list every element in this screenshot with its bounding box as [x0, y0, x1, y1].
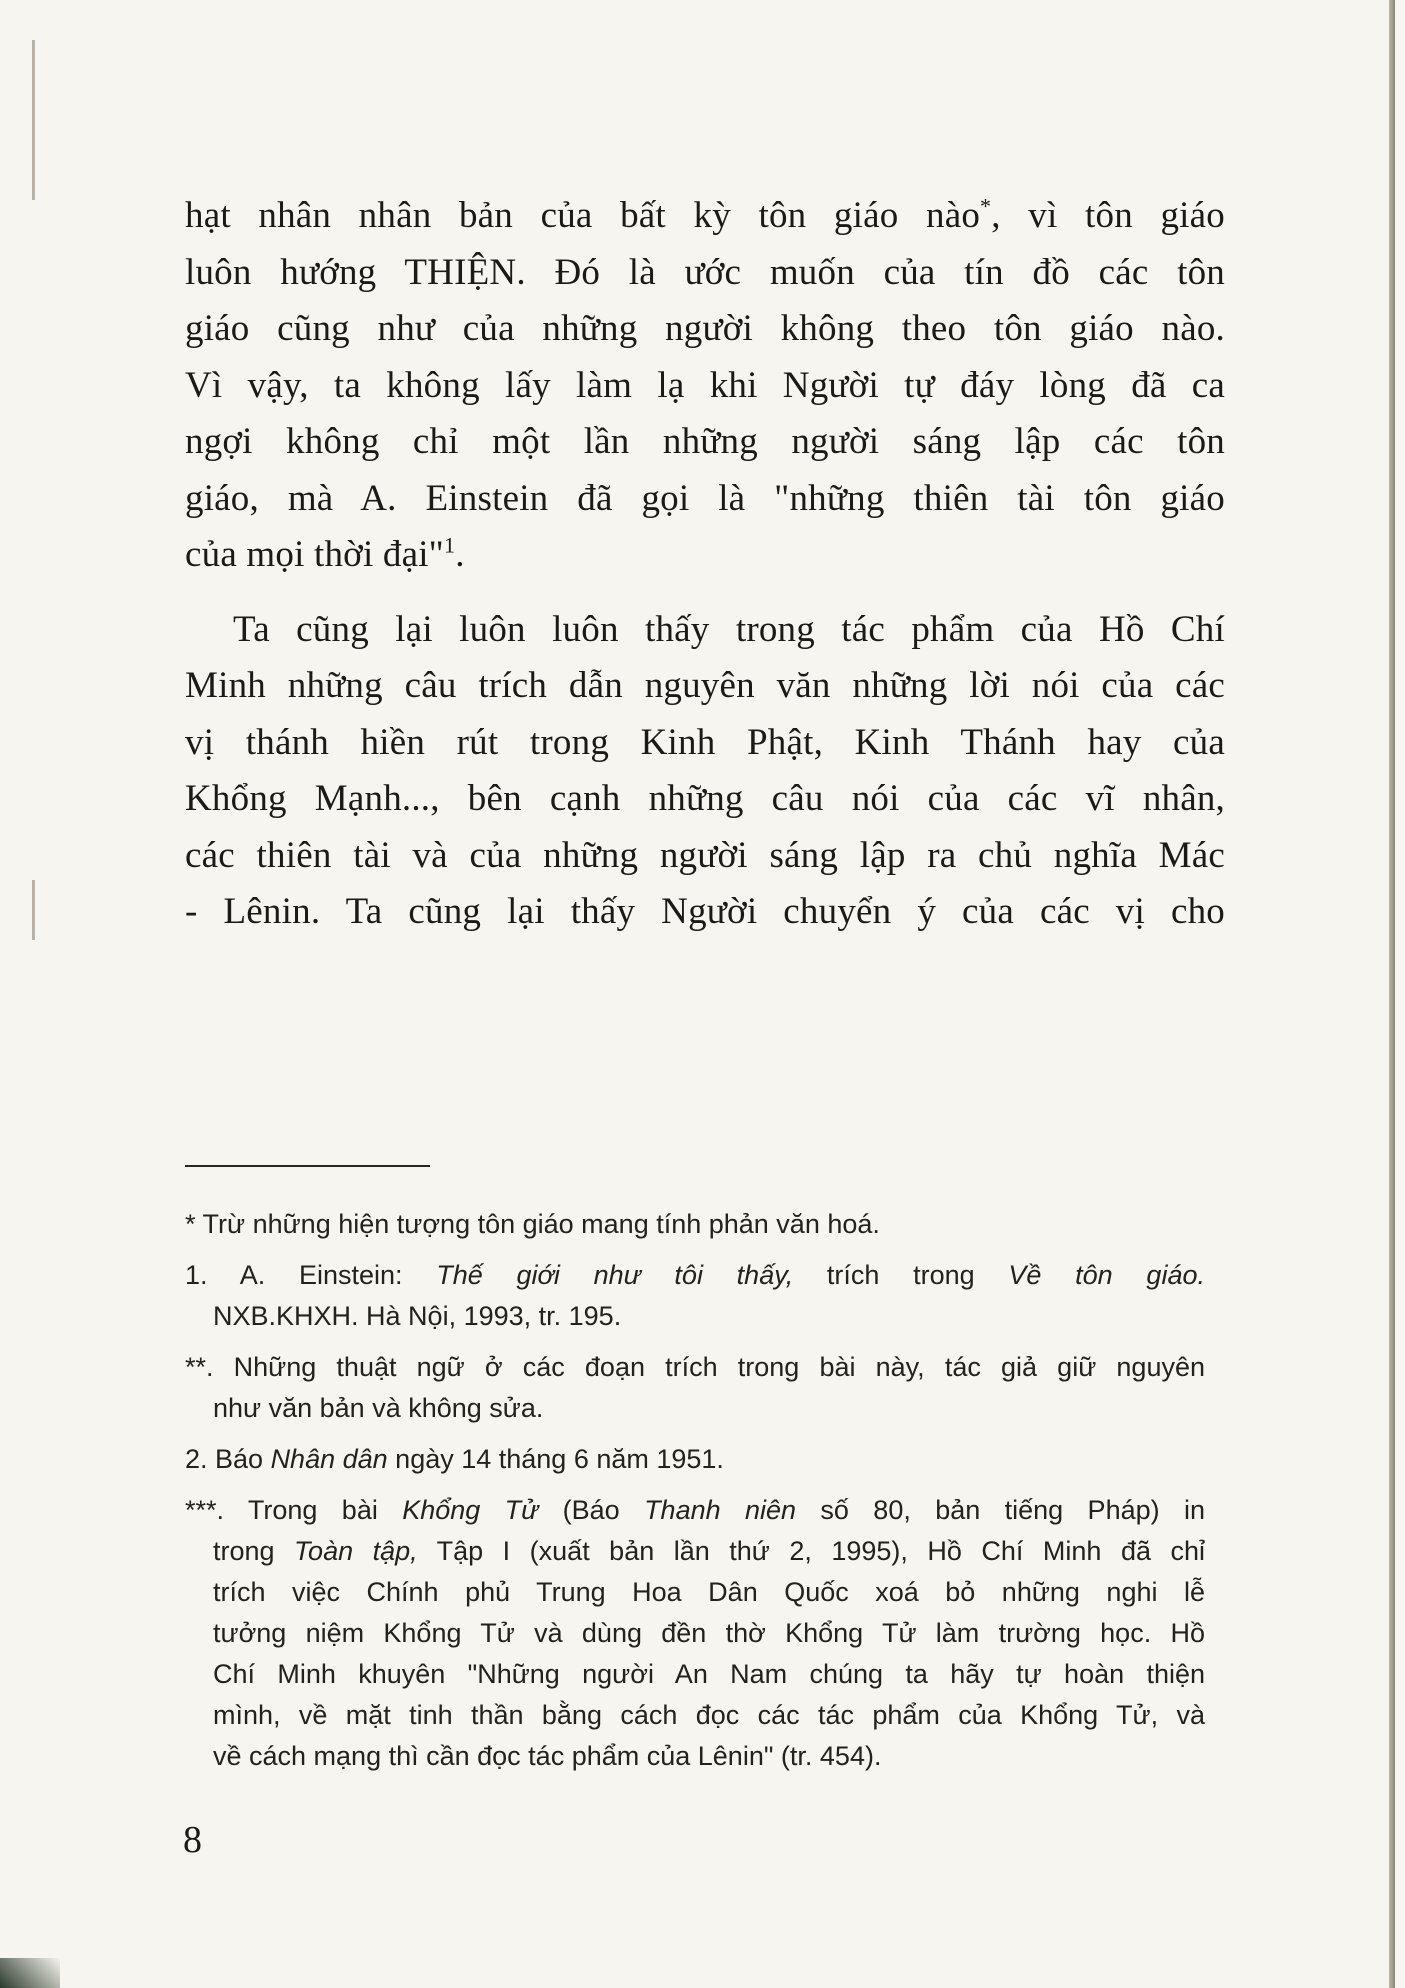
text-line: Minh những câu trích dẫn nguyên văn những lời nói của các — [185, 665, 1225, 706]
footnote-line: 1. A. Einstein: Thế giới như tôi thấy, trích trong Về tôn giáo. — [185, 1260, 1205, 1290]
page-number: 8 — [183, 1819, 202, 1861]
text-line: giáo cũng như của những người không theo tôn giáo nào. — [185, 308, 1225, 349]
footnote — [185, 1255, 1205, 1337]
footnotes — [185, 1204, 1205, 1787]
text-line: hạt nhân nhân bản của bất kỳ tôn giáo nào*, vì tôn giáo — [185, 193, 1225, 236]
footnote-line: trong Toàn tập, Tập I (xuất bản lần thứ 2, 1995), Hồ Chí Minh đã chỉ — [213, 1536, 1205, 1566]
main-text — [185, 188, 1225, 941]
footnote — [185, 1439, 1205, 1480]
text-line: ngợi không chỉ một lần những người sáng lập các tôn — [185, 421, 1225, 462]
footnote-line: Chí Minh khuyên "Những người An Nam chúng ta hãy tự hoàn thiện — [213, 1659, 1205, 1689]
text-line: giáo, mà A. Einstein đã gọi là "những thiên tài tôn giáo — [185, 477, 1225, 519]
page-corner-shadow — [0, 1958, 60, 1988]
footnote-line: tưởng niệm Khổng Tử và dùng đền thờ Khổng Tử làm trường học. Hồ — [213, 1618, 1205, 1648]
footnote-line: mình, về mặt tinh thần bằng cách đọc các tác phẩm của Khổng Tử, và — [213, 1700, 1205, 1730]
text-line: - Lênin. Ta cũng lại thấy Người chuyển ý của các vị cho — [185, 891, 1225, 932]
text-line: luôn hướng THIỆN. Đó là ước muốn của tín đồ các tôn — [185, 251, 1225, 293]
footnote-line: trích việc Chính phủ Trung Hoa Dân Quốc xoá bỏ những nghi lễ — [213, 1577, 1205, 1607]
footnote-line: NXB.KHXH. Hà Nội, 1993, tr. 195. — [213, 1301, 622, 1331]
text-line: các thiên tài và của những người sáng lập ra chủ nghĩa Mác — [185, 834, 1225, 876]
page-left-edge-mark — [32, 880, 35, 940]
footnote-line: về cách mạng thì cần đọc tác phẩm của Lênin" (tr. 454). — [213, 1741, 882, 1771]
text-line: Ta cũng lại luôn luôn thấy trong tác phẩm của Hồ Chí — [233, 608, 1225, 650]
footnote-line: * Trừ những hiện tượng tôn giáo mang tính phản văn hoá. — [185, 1209, 880, 1239]
footnote-line: ***. Trong bài Khổng Tử (Báo Thanh niên số 80, bản tiếng Pháp) in — [185, 1495, 1205, 1525]
footnote — [185, 1347, 1205, 1429]
text-line: Khổng Mạnh..., bên cạnh những câu nói của các vĩ nhân, — [185, 778, 1225, 819]
footnote-line: **. Những thuật ngữ ở các đoạn trích trong bài này, tác giả giữ nguyên — [185, 1352, 1205, 1382]
footnote — [185, 1490, 1205, 1777]
footnote-line: 2. Báo Nhân dân ngày 14 tháng 6 năm 1951. — [185, 1444, 724, 1474]
page-right-edge — [1389, 0, 1395, 1988]
text-line: của mọi thời đại"$^1$. — [185, 532, 465, 575]
footnote-line: như văn bản và không sửa. — [213, 1393, 544, 1423]
footnote-separator — [185, 1165, 430, 1167]
page-left-edge-mark — [32, 40, 35, 200]
footnote — [185, 1204, 1205, 1245]
text-line: Vì vậy, ta không lấy làm lạ khi Người tự đáy lòng đã ca — [185, 364, 1225, 406]
text-line: vị thánh hiền rút trong Kinh Phật, Kinh Thánh hay của — [185, 721, 1225, 763]
